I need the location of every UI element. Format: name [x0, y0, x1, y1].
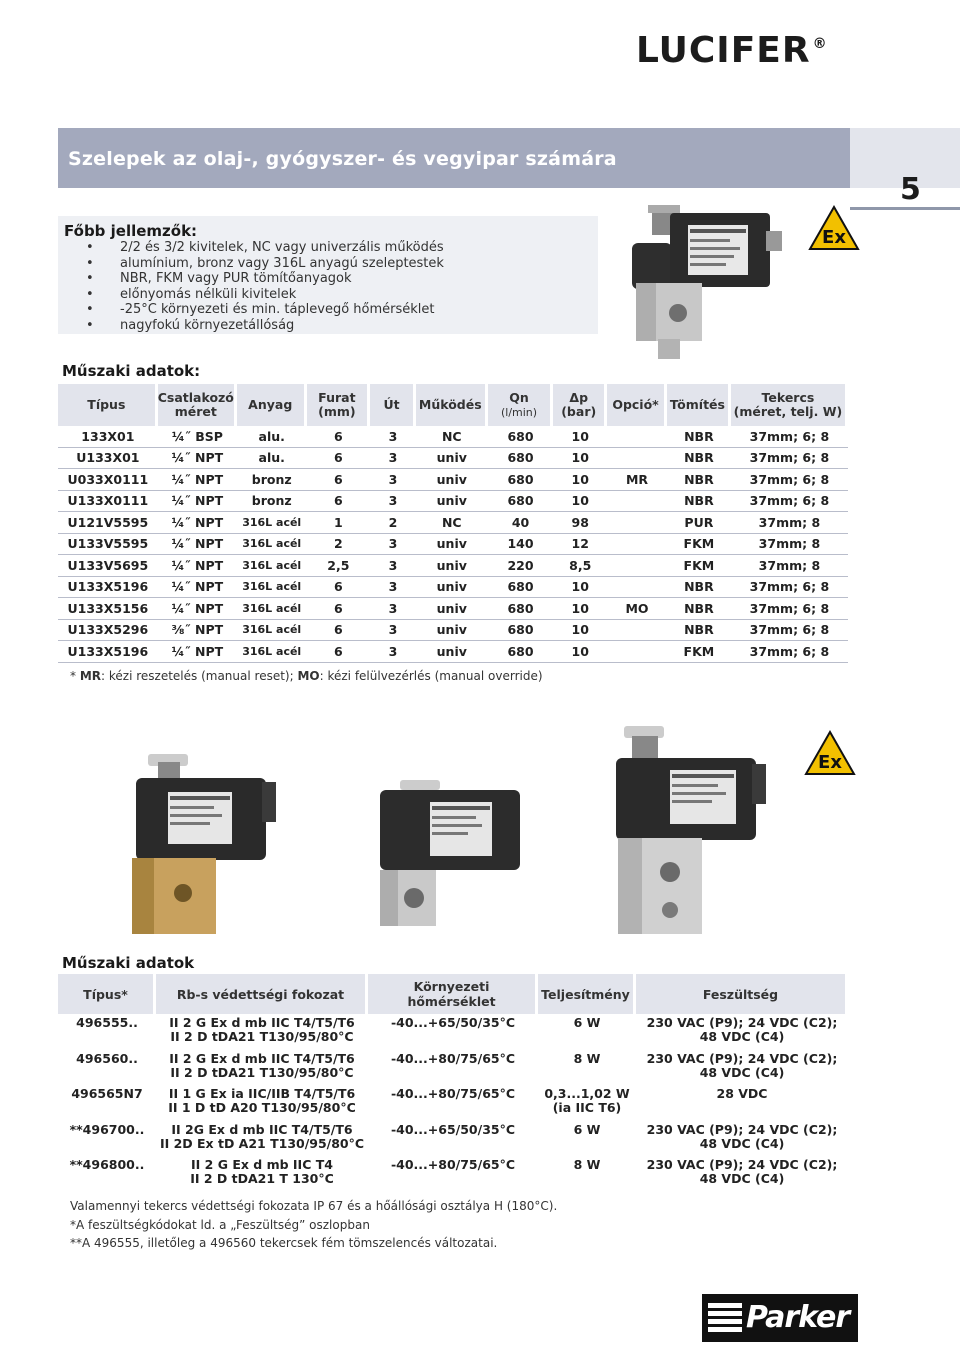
table-cell: univ	[416, 620, 488, 642]
notes	[70, 1197, 557, 1253]
table-cell: NBR	[667, 598, 731, 620]
table-cell: 12	[553, 534, 607, 556]
table-row	[58, 448, 848, 470]
table-cell: univ	[416, 641, 488, 663]
table-cell: II 2G Ex d mb IIC T4/T5/T6 II 2D Ex tD A21 T130/95/80°C	[159, 1121, 365, 1151]
feature-item: • -25°C környezeti és min. táplevegő hőmérséklet	[86, 302, 444, 318]
table-cell	[607, 426, 667, 448]
table-cell: 3	[370, 426, 416, 448]
table-cell: 6	[307, 620, 371, 642]
table-row	[58, 426, 848, 448]
table-cell: 28 VDC	[716, 1086, 768, 1101]
valve-table	[58, 384, 848, 663]
table-cell: 316L acél	[237, 577, 307, 599]
table-cell: -40...+80/75/65°C	[390, 1050, 516, 1066]
table-cell: ¼˝ NPT	[158, 598, 237, 620]
table-cell: 10	[553, 641, 607, 663]
table-cell: ¼˝ NPT	[158, 448, 237, 470]
table-cell: U133X5196	[58, 577, 158, 599]
table-row	[58, 620, 848, 642]
table-cell: II 2 G Ex d mb IIC T4/T5/T6 II 2 D tDA21 T130/95/80°C	[169, 1015, 355, 1044]
table-cell: 8 W	[573, 1157, 601, 1172]
table-cell: U133X5156	[58, 598, 158, 620]
table-row	[58, 1085, 848, 1121]
table-cell	[607, 620, 667, 642]
note-line: **A 496555, illetőleg a 496560 tekercsek fém tömszelencés változatai.	[70, 1236, 498, 1250]
table-cell: ¼˝ NPT	[158, 469, 237, 491]
coil-table	[58, 974, 848, 1192]
table-cell	[607, 555, 667, 577]
table1-footnote: * MR: kézi reszetelés (manual reset); MO: kézi felülvezérlés (manual override)	[70, 669, 543, 683]
table-cell: 0,3...1,02 W (ia IIC T6)	[544, 1086, 630, 1115]
table-cell: ¼˝ NPT	[158, 577, 237, 599]
svg-text:Ex: Ex	[818, 752, 842, 773]
table-cell: 37mm; 6; 8	[731, 641, 848, 663]
table-cell: univ	[416, 598, 488, 620]
table-cell: NBR	[667, 469, 731, 491]
table-cell: U033X0111	[58, 469, 158, 491]
table-cell: U133X5196	[58, 641, 158, 663]
table-cell: 6	[307, 641, 371, 663]
table-cell: 230 VAC (P9); 24 VDC (C2); 48 VDC (C4)	[646, 1050, 838, 1080]
table-cell: 40	[488, 512, 554, 534]
table-cell: U133X01	[58, 448, 158, 470]
table-cell: 3	[370, 469, 416, 491]
col-header: Környezeti hőmérséklet	[368, 974, 538, 1014]
lucifer-logo: LUCIFER ®	[636, 30, 828, 71]
table-cell: 316L acél	[237, 641, 307, 663]
table-cell: ¼˝ NPT	[158, 555, 237, 577]
table-cell: NBR	[667, 426, 731, 448]
col-header: Rb-s védettségi fokozat	[156, 974, 368, 1014]
table-cell: PUR	[667, 512, 731, 534]
table-cell: II 1 G Ex ia IIC/IIB T4/T5/T6 II 1 D tD A20 T130/95/80°C	[168, 1086, 356, 1115]
note-line: Valamennyi tekercs védettségi fokozata IP 67 és a hőállósági osztálya H (180°C).	[70, 1199, 558, 1213]
table-cell: 6	[307, 577, 371, 599]
table-cell: 3	[370, 448, 416, 470]
table-cell: 680	[488, 577, 554, 599]
table-cell: 680	[488, 426, 554, 448]
table-cell: 133X01	[58, 426, 158, 448]
table-cell: 316L acél	[237, 598, 307, 620]
table-cell: 6	[307, 598, 371, 620]
table-cell: II 2 G Ex d mb IIC T4 II 2 D tDA21 T 130°C	[190, 1157, 334, 1186]
table-cell: 3	[370, 491, 416, 513]
col-header: Feszültség	[636, 974, 848, 1014]
table-cell: 37mm; 8	[731, 512, 848, 534]
table-cell: 6	[307, 491, 371, 513]
table-row	[58, 469, 848, 491]
table-cell: ¼˝ NPT	[158, 641, 237, 663]
table-cell: 3	[370, 534, 416, 556]
table-cell: 10	[553, 426, 607, 448]
table-cell: **496700..	[69, 1121, 145, 1137]
table-cell: 37mm; 6; 8	[731, 577, 848, 599]
table-cell	[607, 641, 667, 663]
col-header: Anyag	[237, 384, 307, 426]
table-cell: NBR	[667, 620, 731, 642]
feature-item: • előnyomás nélküli kivitelek	[86, 287, 444, 303]
col-header: Csatlakozó méret	[158, 384, 237, 426]
table-cell: NBR	[667, 491, 731, 513]
table-cell: 3	[370, 598, 416, 620]
valve-photo-stainless-small	[370, 772, 540, 932]
page-title: Szelepek az olaj-, gyógyszer- és vegyipar számára	[68, 148, 617, 170]
table-cell: 37mm; 6; 8	[731, 448, 848, 470]
atex-ex-icon	[804, 730, 856, 776]
table-cell: 37mm; 6; 8	[731, 620, 848, 642]
table-row	[58, 491, 848, 513]
table-cell: 10	[553, 469, 607, 491]
table-cell: U133V5595	[58, 534, 158, 556]
table-row	[58, 1121, 848, 1157]
table-cell: 316L acél	[237, 620, 307, 642]
chapter-number: 5	[900, 172, 921, 207]
table-cell: 2	[370, 512, 416, 534]
table2-header-row	[58, 974, 848, 1014]
table-cell: MR	[607, 469, 667, 491]
col-header: Típus*	[58, 974, 156, 1014]
col-header: Δp (bar)	[553, 384, 607, 426]
table-cell: NC	[416, 426, 488, 448]
valve-photo-stainless-large	[608, 722, 788, 938]
table-cell: 3	[370, 641, 416, 663]
table-cell	[607, 448, 667, 470]
table-row	[58, 512, 848, 534]
table-cell: 230 VAC (P9); 24 VDC (C2); 48 VDC (C4)	[646, 1157, 838, 1186]
table-cell	[607, 577, 667, 599]
features-list	[86, 240, 444, 333]
table-cell: ¼˝ NPT	[158, 534, 237, 556]
table-cell: U121V5595	[58, 512, 158, 534]
table-cell: 37mm; 6; 8	[731, 426, 848, 448]
table-cell: 98	[553, 512, 607, 534]
table-cell: MO	[607, 598, 667, 620]
table-cell: FKM	[667, 534, 731, 556]
table-cell: 680	[488, 469, 554, 491]
table-cell: II 2 G Ex d mb IIC T4/T5/T6 II 2 D tDA21 T130/95/80°C	[169, 1050, 355, 1080]
table-cell: 6	[307, 448, 371, 470]
table-row	[58, 1014, 848, 1050]
table-cell: 230 VAC (P9); 24 VDC (C2); 48 VDC (C4)	[646, 1015, 838, 1044]
table-cell: -40...+65/50/35°C	[390, 1015, 516, 1030]
col-header: Tömítés	[667, 384, 731, 426]
table-cell: NBR	[667, 577, 731, 599]
atex-ex-icon	[808, 205, 860, 251]
table-row	[58, 1050, 848, 1086]
table-cell: 37mm; 6; 8	[731, 491, 848, 513]
features-heading: Főbb jellemzők:	[64, 222, 198, 240]
col-header: Furat (mm)	[307, 384, 371, 426]
table-cell: 2	[307, 534, 371, 556]
feature-item: • alumínium, bronz vagy 316L anyagú szeleptestek	[86, 256, 444, 272]
table-row	[58, 1156, 848, 1192]
table-cell: univ	[416, 491, 488, 513]
table-cell: U133V5695	[58, 555, 158, 577]
table-cell: univ	[416, 534, 488, 556]
col-header: Út	[370, 384, 416, 426]
table-cell: 3	[370, 577, 416, 599]
table-cell: 37mm; 8	[731, 534, 848, 556]
col-header: Működés	[416, 384, 488, 426]
table-cell: FKM	[667, 641, 731, 663]
table-cell: 316L acél	[237, 555, 307, 577]
table-cell: 496560..	[76, 1050, 138, 1066]
table-cell: 140	[488, 534, 554, 556]
feature-item: • NBR, FKM vagy PUR tömítőanyagok	[86, 271, 444, 287]
table-cell: 2,5	[307, 555, 371, 577]
table-cell: U133X5296	[58, 620, 158, 642]
table-cell	[607, 512, 667, 534]
table-cell: **496800..	[69, 1157, 145, 1172]
table-cell: 8,5	[553, 555, 607, 577]
table-cell: 6 W	[573, 1015, 601, 1030]
table-cell: ¼˝ NPT	[158, 512, 237, 534]
table-cell: 6	[307, 426, 371, 448]
table-cell: 37mm; 8	[731, 555, 848, 577]
table-cell: 37mm; 6; 8	[731, 598, 848, 620]
table-row	[58, 555, 848, 577]
table-cell: 37mm; 6; 8	[731, 469, 848, 491]
table-cell: 316L acél	[237, 512, 307, 534]
table-cell: NC	[416, 512, 488, 534]
table-cell: 10	[553, 491, 607, 513]
table-cell: ⅜˝ NPT	[158, 620, 237, 642]
table-cell: 680	[488, 641, 554, 663]
table-cell: alu.	[237, 426, 307, 448]
table-cell: ¼˝ NPT	[158, 491, 237, 513]
note-line: *A feszültségkódokat ld. a „Feszültség” oszlopban	[70, 1217, 370, 1232]
table-cell: 680	[488, 491, 554, 513]
table-cell: 496555..	[76, 1015, 138, 1030]
table-cell: 220	[488, 555, 554, 577]
table-cell: 316L acél	[237, 534, 307, 556]
table-row	[58, 598, 848, 620]
table-row	[58, 641, 848, 663]
valve-photo-aluminium	[628, 203, 788, 365]
table-cell: -40...+80/75/65°C	[390, 1086, 516, 1101]
table-cell: 230 VAC (P9); 24 VDC (C2); 48 VDC (C4)	[646, 1121, 838, 1151]
table-cell	[607, 534, 667, 556]
table-cell: univ	[416, 555, 488, 577]
table1-header-row	[58, 384, 848, 426]
table1-heading: Műszaki adatok:	[62, 362, 201, 380]
table-cell: 496565N7	[71, 1086, 143, 1101]
table-row	[58, 577, 848, 599]
table-cell: FKM	[667, 555, 731, 577]
table-cell: 8 W	[573, 1050, 601, 1066]
table-cell: univ	[416, 448, 488, 470]
feature-item: • nagyfokú környezetállóság	[86, 318, 444, 334]
table-cell: 1	[307, 512, 371, 534]
table-cell: bronz	[237, 491, 307, 513]
table-cell: -40...+80/75/65°C	[390, 1157, 516, 1172]
table-cell: univ	[416, 577, 488, 599]
col-header: Opció*	[607, 384, 667, 426]
col-header: Típus	[58, 384, 158, 426]
title-bar	[58, 128, 850, 188]
table-cell: 10	[553, 598, 607, 620]
table-cell: 10	[553, 577, 607, 599]
col-header: Qn (l/min)	[488, 384, 554, 426]
table-cell: bronz	[237, 469, 307, 491]
table2-heading: Műszaki adatok	[62, 954, 195, 972]
table-cell: 680	[488, 448, 554, 470]
table-cell: 10	[553, 620, 607, 642]
table-cell: ¼˝ BSP	[158, 426, 237, 448]
feature-item: • 2/2 és 3/2 kivitelek, NC vagy univerzális működés	[86, 240, 444, 256]
parker-logo: Parker	[702, 1294, 858, 1342]
features-box	[58, 216, 598, 334]
table-cell: univ	[416, 469, 488, 491]
table-cell: 680	[488, 620, 554, 642]
table-cell: -40...+65/50/35°C	[390, 1121, 516, 1137]
table-cell: alu.	[237, 448, 307, 470]
table-cell: 10	[553, 448, 607, 470]
table-row	[58, 534, 848, 556]
table-cell	[607, 491, 667, 513]
table-cell: 6	[307, 469, 371, 491]
table-cell: 680	[488, 598, 554, 620]
table-cell: 3	[370, 620, 416, 642]
table-cell: NBR	[667, 448, 731, 470]
table-cell: 6 W	[573, 1121, 601, 1137]
valve-photo-bronze	[128, 748, 308, 938]
svg-text:Ex: Ex	[822, 227, 846, 248]
table-cell: U133X0111	[58, 491, 158, 513]
col-header: Tekercs (méret, telj. W)	[731, 384, 848, 426]
table-cell: 3	[370, 555, 416, 577]
col-header: Teljesítmény	[538, 974, 636, 1014]
